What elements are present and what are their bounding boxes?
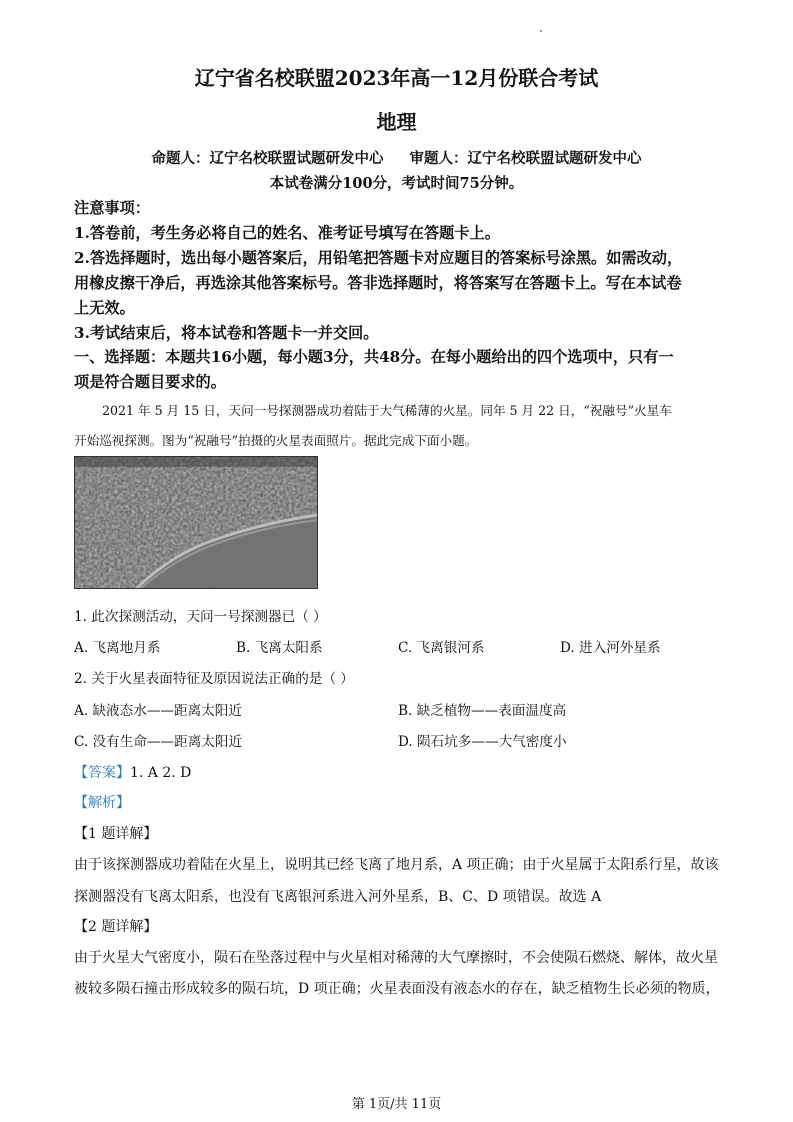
intro-line: 2021 年 5 月 15 日，天问一号探测器成功着陆于大气稀薄的火星。同年 5 月 22 日，“祝融号”火星车 xyxy=(102,403,672,418)
detail-1-heading: 【1 题详解】 xyxy=(74,826,158,842)
question-1-option-b: B. 飞离太阳系 xyxy=(236,640,323,656)
notice-line: 用橡皮擦干净后，再选涂其他答案标号。答非选择题时，将答案写在答题卡上。写在本试卷 xyxy=(74,274,682,292)
notice-line: 1.答卷前，考生务必将自己的姓名、准考证号填写在答题卡上。 xyxy=(74,224,500,242)
question-1-option-d: D. 进入河外星系 xyxy=(560,640,661,656)
answer-text: 1. A 2. D xyxy=(130,765,192,781)
answer-line xyxy=(74,762,191,782)
page-footer: 第 1页/共 11页 xyxy=(351,1097,442,1112)
answer-label: 【答案】 xyxy=(74,765,130,781)
notice-line: 2.答选择题时，选出每小题答案后，用铅笔把答题卡对应题目的答案标号涂黑。如需改动， xyxy=(74,249,683,267)
reviewer-label: 审题人：辽宁名校联盟试题研发中心 xyxy=(409,150,642,167)
question-2-option-d: D. 陨石坑多——大气密度小 xyxy=(398,734,567,750)
scan-speck xyxy=(540,30,542,32)
question-2-option-c: C. 没有生命——距离太阳近 xyxy=(74,734,243,750)
detail-1-line: 探测器没有飞离太阳系，也没有飞离银河系进入河外星系，B、C、D 项错误。故选 A xyxy=(74,889,602,905)
detail-2-heading: 【2 题详解】 xyxy=(74,919,158,935)
detail-1-line: 由于该探测器成功着陆在火星上，说明其已经飞离了地月系，A 项正确；由于火星属于太阳系行星，故该 xyxy=(74,857,719,873)
mars-surface-photo xyxy=(74,456,318,589)
notice-line: 3.考试结束后，将本试卷和答题卡一并交回。 xyxy=(74,324,379,342)
authors-line xyxy=(0,147,793,168)
detail-2-line: 被较多陨石撞击形成较多的陨石坑，D 项正确；火星表面没有液态水的存在，缺乏植物生长必须的物质， xyxy=(74,981,720,997)
question-1-option-c: C. 飞离银河系 xyxy=(398,640,485,656)
question-2-option-b: B. 缺乏植物——表面温度高 xyxy=(398,703,567,719)
question-2-stem: 2. 关于火星表面特征及原因说法正确的是（ ） xyxy=(74,671,354,687)
notice-heading: 注意事项： xyxy=(74,199,150,217)
question-1-stem: 1. 此次探测活动，天问一号探测器已（ ） xyxy=(74,609,327,625)
detail-2-line: 由于火星大气密度小，陨石在坠落过程中与火星相对稀薄的大气摩擦时，不会使陨石燃烧、解体，故火星 xyxy=(74,950,718,966)
section-heading-cont: 项是符合题目要求的。 xyxy=(74,373,226,391)
question-1-option-a: A. 飞离地月系 xyxy=(74,640,161,656)
score-info: 本试卷满分100分，考试时间75分钟。 xyxy=(269,175,524,192)
subject-title: 地理 xyxy=(376,110,417,134)
section-heading: 一、选择题：本题共16小题，每小题3分，共48分。在每小题给出的四个选项中，只有一 xyxy=(74,348,674,366)
analysis-label: 【解析】 xyxy=(74,795,130,811)
exam-title: 辽宁省名校联盟2023年高一12月份联合考试 xyxy=(194,66,599,90)
intro-line: 开始巡视探测。图为“祝融号”拍摄的火星表面照片。据此完成下面小题。 xyxy=(74,433,478,448)
question-2-option-a: A. 缺液态水——距离太阳近 xyxy=(74,703,242,719)
author-label: 命题人：辽宁名校联盟试题研发中心 xyxy=(151,150,384,167)
notice-line: 上无效。 xyxy=(74,299,135,317)
